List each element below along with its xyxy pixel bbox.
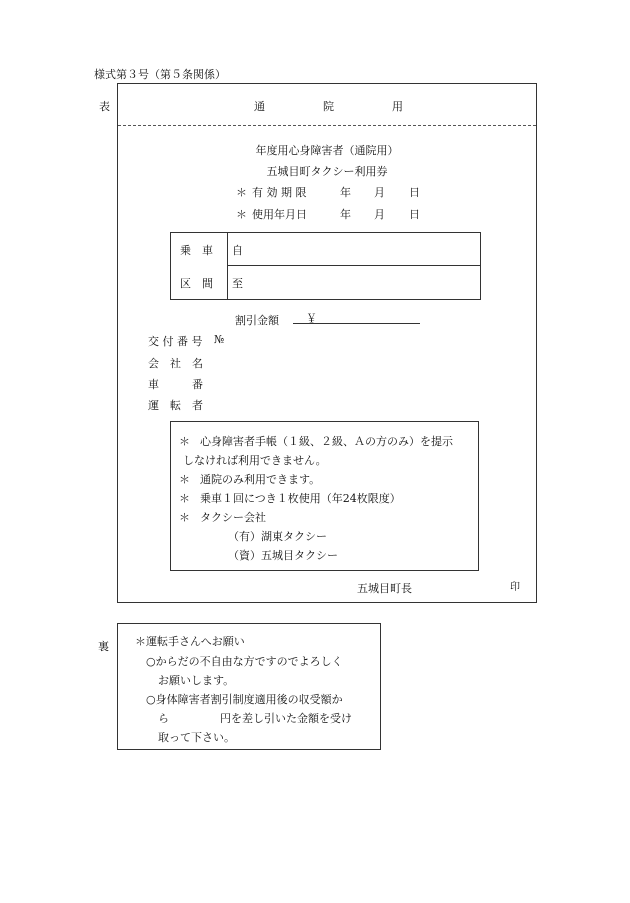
header-char-1: 通 [254,100,265,113]
taxi-company-1: （有）湖東タクシー [228,530,327,543]
ride-label: 乗 車 [180,244,213,257]
notice-star-2: ＊ [179,473,190,486]
mayor-label: 五城目町長 [357,582,412,595]
notice-star-1: ＊ [179,435,190,448]
back-line-4-from: ら [158,712,169,725]
seal-mark: 印 [510,582,520,593]
section-label: 区 間 [180,277,213,290]
ticket-title: 五城目町タクシー利用券 [266,165,388,178]
notice-line-1b: しなければ利用できません。 [183,454,327,467]
usedate-label: 使用年月日 [252,208,307,221]
ticket-year-line: 年度用心身障害者（通院用） [255,144,399,157]
car-number-label: 車 番 [148,378,203,391]
validity-label: 有 効 期 限 [252,186,307,199]
back-line-1: ○からだの不自由な方ですのでよろしく [146,655,343,668]
driver-label: 運 転 者 [148,399,203,412]
discount-label: 割引金額 [235,314,279,327]
notice-star-3: ＊ [179,492,190,505]
cut-line [118,125,536,126]
usedate-month: 月 [374,208,385,221]
back-side-label: 裏 [98,640,109,653]
validity-month: 月 [374,186,385,199]
form-number-title: 様式第３号（第５条関係） [94,68,226,81]
to-field[interactable]: 至 [232,277,243,290]
validity-star: ＊ [236,186,247,199]
ride-section-table [170,232,481,300]
back-line-4-rest: 円を差し引いた金額を受け [220,712,352,725]
issue-number-label: 交 付 番 号 [148,335,203,348]
header-char-2: 院 [323,100,334,113]
back-line-2: お願いします。 [158,674,235,687]
usedate-star: ＊ [236,208,247,221]
back-line-3: ○身体障害者割引制度適用後の収受額か [146,693,343,706]
notice-star-4: ＊ [179,511,190,524]
back-title: ＊運転手さんへお願い [135,635,245,648]
validity-year: 年 [340,186,351,199]
company-label: 会 社 名 [148,357,203,370]
taxi-company-2: （資）五城目タクシー [228,549,338,562]
issue-number-prefix: № [214,333,225,346]
notice-line-1: 心身障害者手帳（１級、２級、Ａの方のみ）を提示 [200,435,453,448]
header-char-3: 用 [392,100,403,113]
back-line-5: 取って下さい。 [158,731,235,744]
usedate-day: 日 [409,208,420,221]
discount-amount-line[interactable] [293,323,420,324]
usedate-year: 年 [340,208,351,221]
discount-currency: ￥ [306,312,317,325]
ticket-front [117,83,537,603]
from-field[interactable]: 自 [232,244,243,257]
notice-line-2: 通院のみ利用できます。 [200,473,321,486]
notice-box [170,421,479,571]
front-side-label: 表 [99,100,110,113]
notice-line-3: 乗車１回につき１枚使用（年24枚限度） [200,492,401,505]
ticket-back [117,623,381,750]
notice-line-4: タクシー会社 [200,511,266,524]
validity-day: 日 [409,186,420,199]
